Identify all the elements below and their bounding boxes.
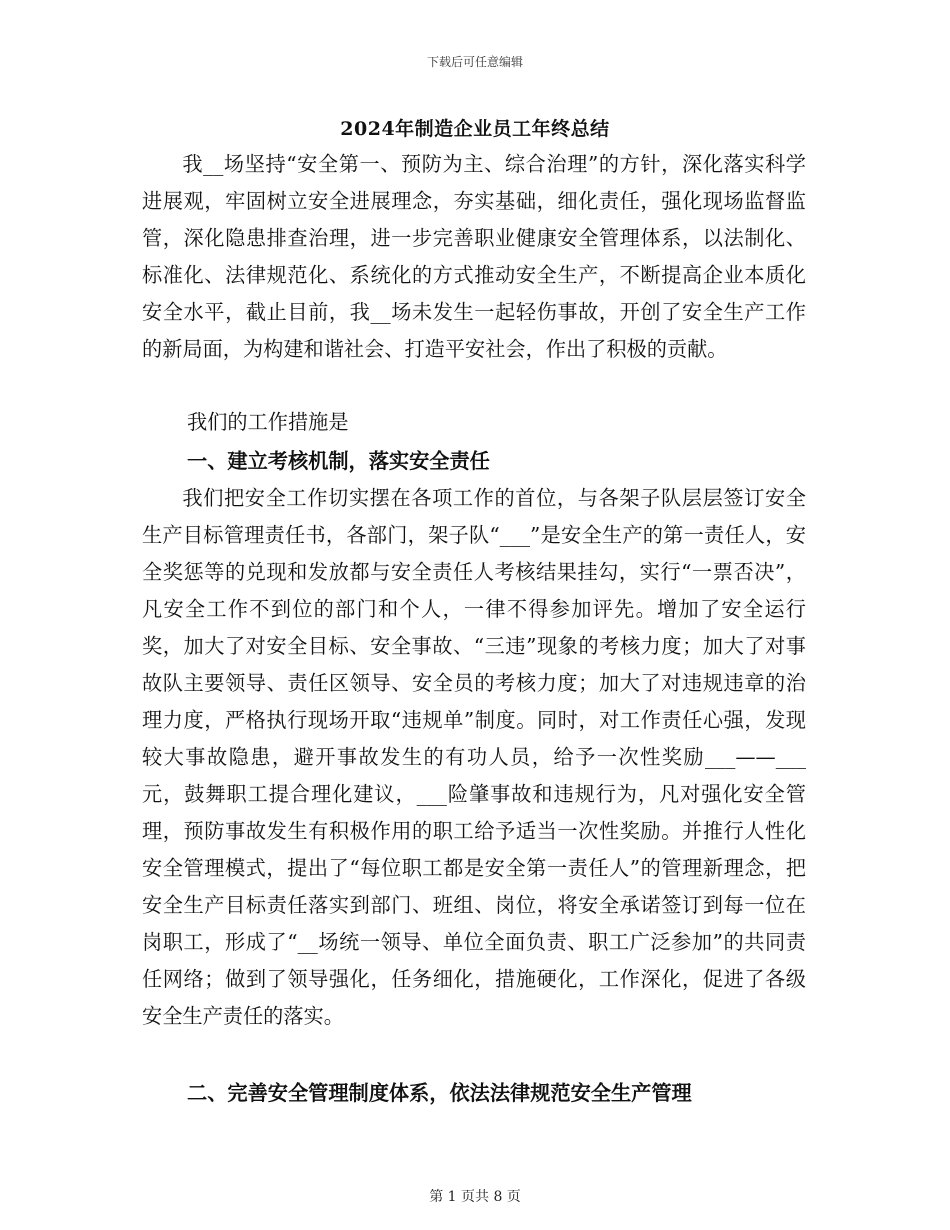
download-editable-note: 下载后可任意编辑 (426, 55, 523, 69)
paragraph-intro: 我__场坚持“安全第一、预防为主、综合治理”的方针，深化落实科学进展观，牢固树立安全进展理念，夯实基础，细化责任，强化现场监督监管，深化隐患排查治理，进一步完善职业健康安全管理体系，以法制化、标准化、法律规范化、系统化的方式推动安全生产，不断提高企业本质化安全水平，截止目前，我__场未发生一起轻伤事故，开创了安全生产工作的新局面，为构建和谐社会、打造平安社会，作出了积极的贡献。 (142, 152, 806, 361)
paragraph-measures-lead: 我们的工作措施是 (187, 410, 349, 434)
paragraph-section-1: 我们把安全工作切实摆在各项工作的首位，与各架子队层层签订安全生产目标管理责任书，各部门，架子队“___”是安全生产的第一责任人，安全奖惩等的兑现和发放都与安全责任人考核结果挂勾，实行“一票否决”，凡安全工作不到位的部门和个人，一律不得参加评先。增加了安全运行奖，加大了对安全目标、安全事故、“三违”现象的考核力度；加大了对事故队主要领导、责任区领导、安全员的考核力度；加大了对违规违章的治理力度，严格执行现场开取“违规单”制度。同时，对工作责任心强，发现较大事故隐患，避开事故发生的有功人员，给予一次性奖励___——___元，鼓舞职工提合理化建议，___险肇事故和违规行为，凡对强化安全管理，预防事故发生有积极作用的职工给予适当一次性奖励。并推行人性化安全管理模式，提出了“每位职工都是安全第一责任人”的管理新理念，把安全生产目标责任落实到部门、班组、岗位，将安全承诺签订到每一位在岗职工，形成了“__场统一领导、单位全面负责、职工广泛参加”的共同责任网络；做到了领导强化，任务细化，措施硬化，工作深化，促进了各级安全生产责任的落实。 (142, 486, 806, 1028)
section-heading-1: 一、建立考核机制，落实安全责任 (187, 449, 490, 473)
page-indicator: 第 1 页共 8 页 (429, 1189, 521, 1205)
document-title: 2024年制造企业员工年终总结 (340, 118, 610, 140)
section-heading-2: 二、完善安全管理制度体系，依法法律规范安全生产管理 (187, 1081, 692, 1105)
